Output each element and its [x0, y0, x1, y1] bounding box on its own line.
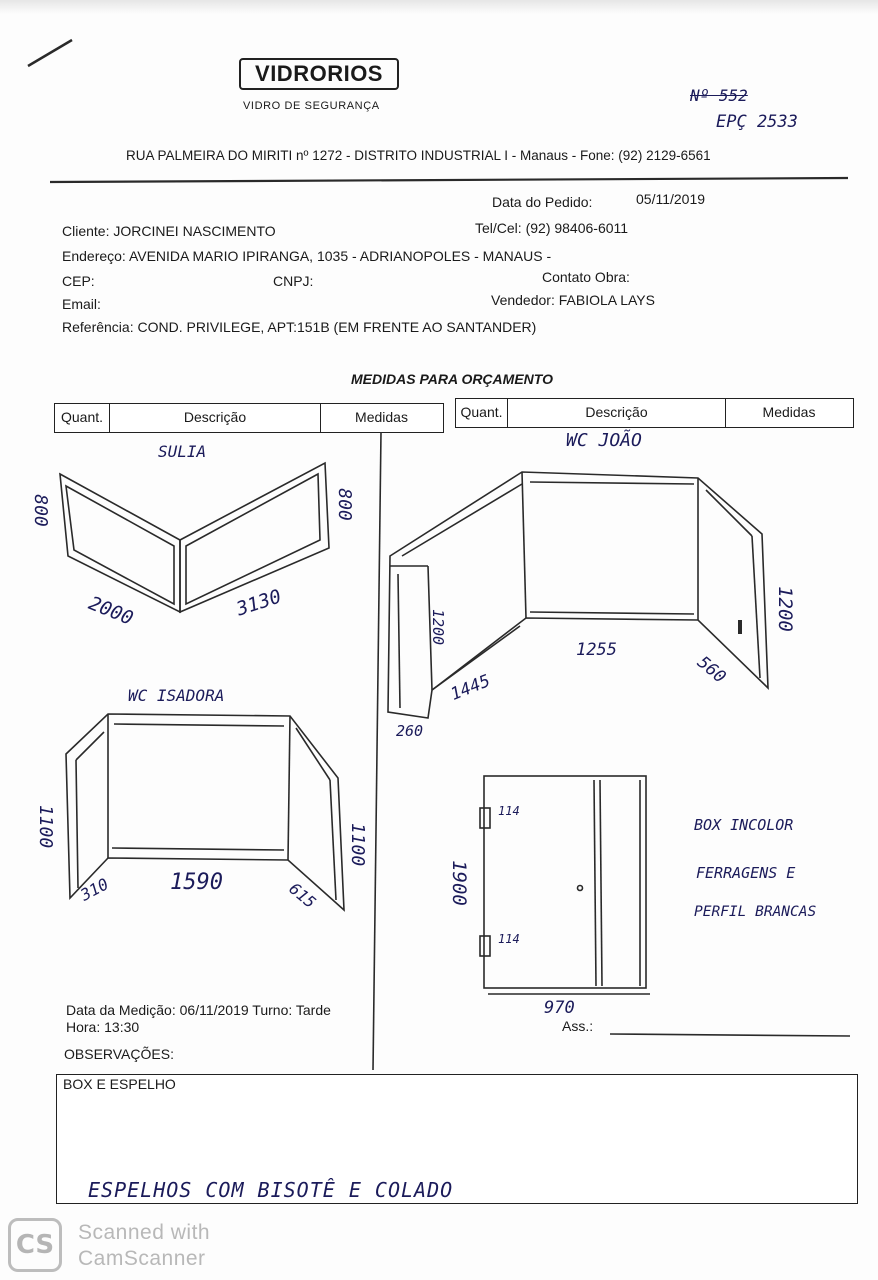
col-medidas: Medidas [762, 404, 816, 420]
observations-handwritten: ESPELHOS COM BISOTÊ E COLADO [88, 1178, 454, 1202]
label-wc-joao: WC JOÃO [566, 430, 642, 451]
company-address: RUA PALMEIRA DO MIRITI nº 1272 - DISTRITO INDUSTRIAL I - Manaus - Fone: (92) 2129-6561 [126, 148, 711, 163]
company-logo: VIDRORIOS [239, 58, 399, 90]
handwritten-code: EPÇ 2533 [716, 112, 798, 132]
reference-value: COND. PRIVILEGE, APT:151B (EM FRENTE AO SANTANDER) [137, 319, 537, 335]
reference-label: Referência: [62, 319, 134, 335]
shift-label: Turno: [252, 1002, 293, 1018]
dim-isadora-height-left: 1100 [35, 804, 57, 849]
dim-joao-small-return: 260 [396, 722, 424, 740]
column-divider [373, 432, 381, 1070]
time-value: 13:30 [104, 1019, 140, 1035]
dim-sulia-height-left: 800 [29, 494, 51, 527]
note-line-1: BOX INCOLOR [694, 816, 794, 834]
address-value: AVENIDA MARIO IPIRANGA, 1035 - ADRIANOPOLES - MANAUS - [128, 248, 552, 264]
contact-label: Contato Obra: [542, 269, 630, 285]
label-wc-isadora: WC ISADORA [128, 686, 225, 705]
header-rule [50, 178, 848, 182]
cep-label: CEP: [62, 273, 95, 289]
dim-sulia-height-right: 800 [333, 488, 355, 521]
measurement-date-label: Data da Medição: [66, 1002, 176, 1018]
note-line-2: FERRAGENS E [696, 864, 796, 882]
measurement-time-field [66, 1019, 139, 1035]
col-quant: Quant. [456, 399, 508, 427]
section-title: MEDIDAS PARA ORÇAMENTO [351, 371, 553, 387]
order-number: Nº 552 [690, 86, 748, 105]
dim-isadora-depth-left: 310 [77, 874, 112, 905]
client-value: JORCINEI NASCIMENTO [113, 223, 276, 239]
col-medidas: Medidas [355, 409, 408, 425]
measurement-date-value: 06/11/2019 [179, 1002, 249, 1018]
camscanner-logo: CS [8, 1218, 62, 1272]
shift-value: Tarde [295, 1002, 331, 1018]
dim-joao-depth-left: 1445 [447, 671, 494, 705]
cnpj-label: CNPJ: [273, 273, 314, 289]
measurement-date-field [66, 1002, 331, 1018]
dim-isadora-height-right: 1100 [347, 822, 369, 867]
time-label: Hora: [66, 1019, 101, 1035]
dim-sulia-width-right: 3130 [233, 585, 285, 621]
note-line-3: PERFIL BRANCAS [694, 904, 817, 920]
sketch-sulia [60, 463, 329, 612]
observations-printed: BOX E ESPELHO [63, 1076, 176, 1092]
phone-value: (92) 98406-6011 [525, 220, 629, 236]
dim-door-hinge-top: 114 [498, 804, 520, 818]
col-descricao: Descrição [508, 399, 726, 427]
email-label: Email: [62, 296, 101, 312]
dim-joao-depth-right: 560 [693, 652, 730, 688]
dim-joao-width-back: 1255 [576, 640, 617, 660]
pen-mark [28, 40, 72, 66]
dim-isadora-width-back: 1590 [170, 870, 223, 895]
order-date-label: Data do Pedido: [492, 194, 593, 210]
dim-door-width: 970 [544, 998, 575, 1018]
camscanner-line-2: CamScanner [78, 1247, 206, 1270]
seller-label: Vendedor: [491, 292, 555, 308]
dim-door-hinge-bottom: 114 [498, 932, 520, 946]
dim-isadora-depth-right: 615 [285, 878, 320, 913]
address-label: Endereço: [62, 248, 126, 264]
client-label: Cliente: [62, 223, 110, 239]
logo-subtitle: VIDRO DE SEGURANÇA [243, 100, 380, 112]
signature-label: Ass.: [562, 1018, 594, 1034]
label-sulia: SULIA [158, 442, 207, 461]
dim-joao-height-left: 1200 [429, 608, 448, 646]
camscanner-line-1: Scanned with [78, 1221, 211, 1244]
seller-value: FABIOLA LAYS [558, 292, 655, 308]
phone-label: Tel/Cel: [475, 220, 522, 236]
dim-door-height: 1900 [447, 860, 470, 906]
dim-sulia-width-left: 2000 [85, 592, 137, 630]
order-date-value: 05/11/2019 [636, 191, 706, 207]
dim-joao-height-right: 1200 [773, 586, 796, 632]
col-quant: Quant. [55, 404, 110, 432]
col-descricao: Descrição [110, 404, 321, 432]
observations-label: OBSERVAÇÕES: [64, 1046, 174, 1062]
signature-line [610, 1034, 850, 1036]
